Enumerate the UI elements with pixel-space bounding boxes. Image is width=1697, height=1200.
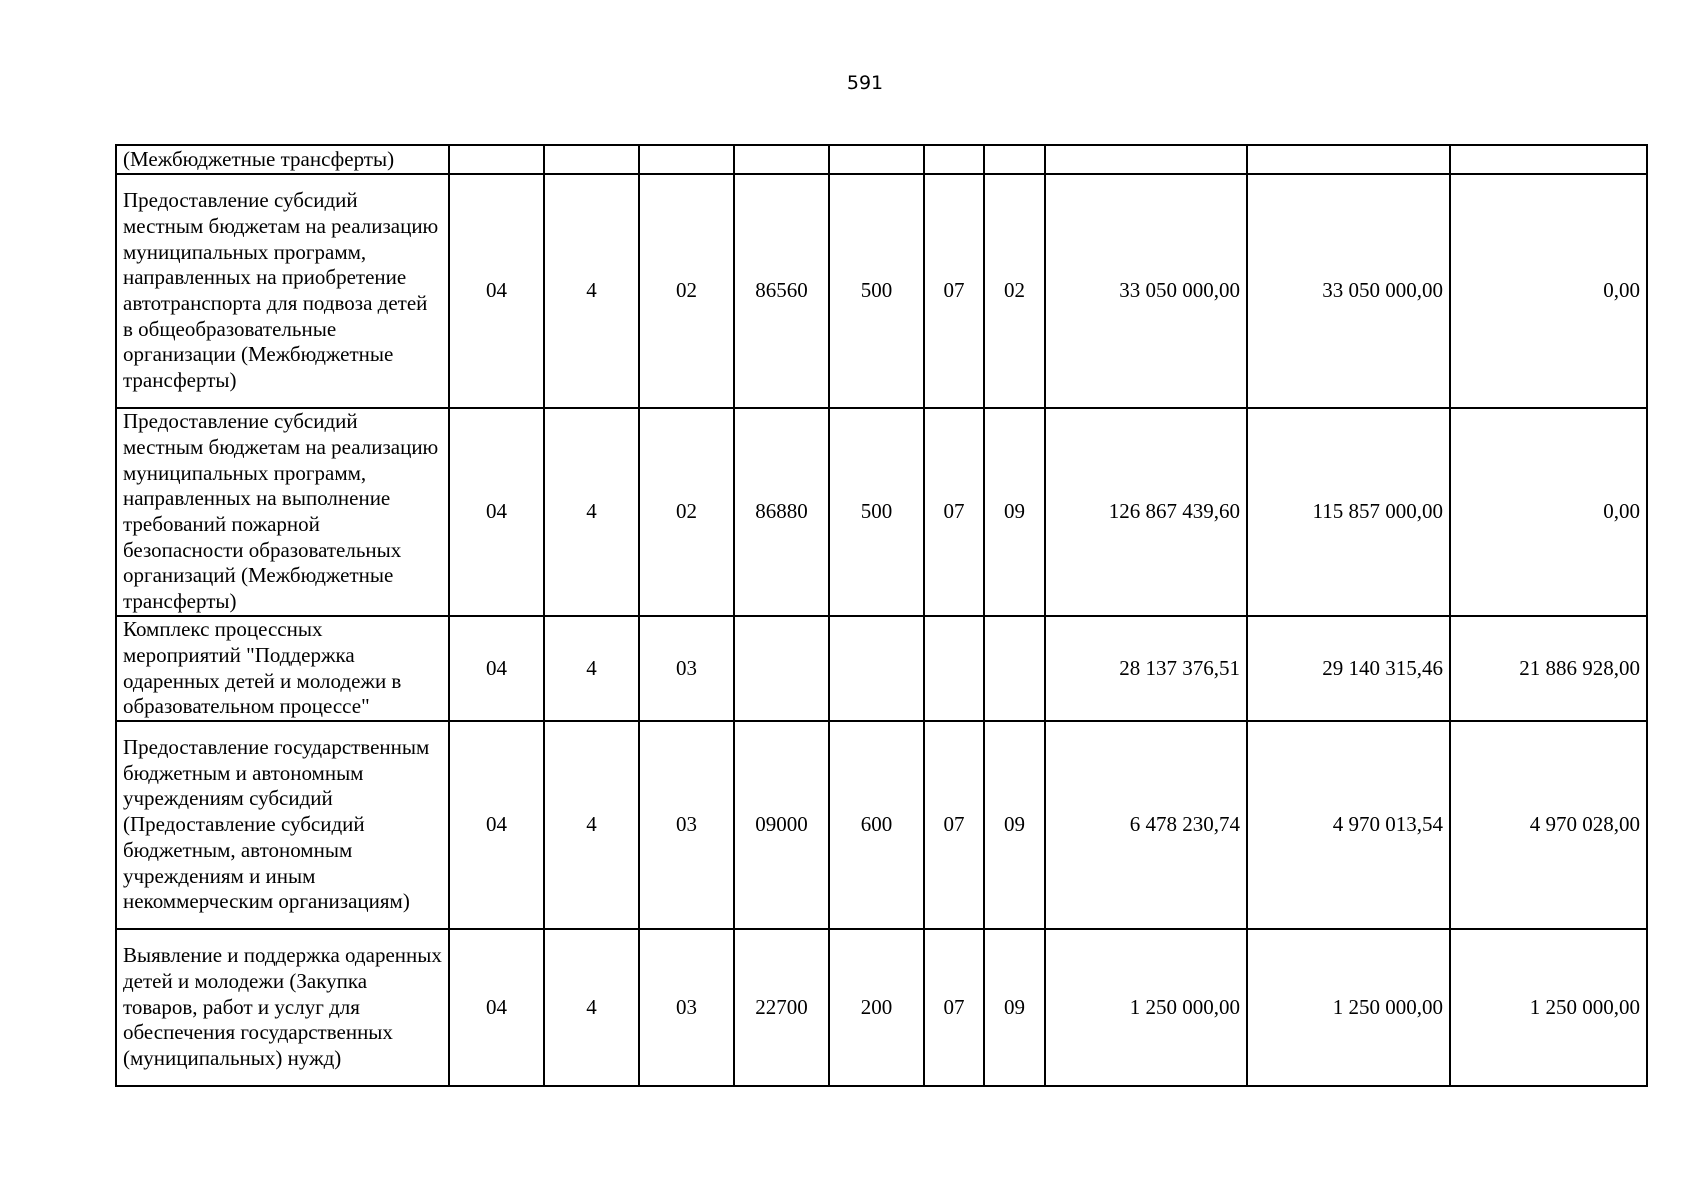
direction-code: 86880 xyxy=(734,408,829,616)
expense-type-code: 200 xyxy=(829,929,924,1086)
row-description: Комплекс процессных мероприятий "Поддержка одаренных детей и молодежи в образовательном процессе" xyxy=(116,616,449,721)
activity-code: 03 xyxy=(639,616,734,721)
direction-code: 86560 xyxy=(734,174,829,408)
section-code: 07 xyxy=(924,408,984,616)
section-code xyxy=(924,145,984,174)
expense-type-code: 600 xyxy=(829,721,924,929)
amount-year-1: 33 050 000,00 xyxy=(1045,174,1247,408)
amount-year-3: 0,00 xyxy=(1450,174,1647,408)
subprogram-code: 4 xyxy=(544,174,639,408)
program-code: 04 xyxy=(449,929,544,1086)
row-description: Предоставление государственным бюджетным и автономным учреждениям субсидий (Предоставление субсидий бюджетным, автономным учреждениям и иным некоммерческим организациям) xyxy=(116,721,449,929)
direction-code: 09000 xyxy=(734,721,829,929)
activity-code: 02 xyxy=(639,174,734,408)
row-description: Предоставление субсидий местным бюджетам на реализацию муниципальных программ, направленных на выполнение требований пожарной безопасности образовательных организаций (Межбюджетные трансферты) xyxy=(116,408,449,616)
table-row xyxy=(116,174,1647,408)
budget-table xyxy=(115,144,1648,1087)
program-code: 04 xyxy=(449,174,544,408)
direction-code xyxy=(734,616,829,721)
row-description: Предоставление субсидий местным бюджетам на реализацию муниципальных программ, направленных на приобретение автотранспорта для подвоза детей в общеобразовательные организации (Межбюджетные трансферты) xyxy=(116,174,449,408)
table-row xyxy=(116,616,1647,721)
expense-type-code: 500 xyxy=(829,408,924,616)
section-code: 07 xyxy=(924,174,984,408)
section-code xyxy=(924,616,984,721)
amount-year-2: 29 140 315,46 xyxy=(1247,616,1450,721)
activity-code: 03 xyxy=(639,721,734,929)
program-code xyxy=(449,145,544,174)
activity-code xyxy=(639,145,734,174)
activity-code: 03 xyxy=(639,929,734,1086)
subsection-code: 02 xyxy=(984,174,1045,408)
amount-year-1: 126 867 439,60 xyxy=(1045,408,1247,616)
expense-type-code xyxy=(829,616,924,721)
amount-year-1: 1 250 000,00 xyxy=(1045,929,1247,1086)
expense-type-code: 500 xyxy=(829,174,924,408)
subsection-code: 09 xyxy=(984,408,1045,616)
amount-year-3 xyxy=(1450,145,1647,174)
program-code: 04 xyxy=(449,408,544,616)
subsection-code: 09 xyxy=(984,929,1045,1086)
section-code: 07 xyxy=(924,929,984,1086)
subsection-code xyxy=(984,145,1045,174)
subprogram-code: 4 xyxy=(544,408,639,616)
subprogram-code: 4 xyxy=(544,929,639,1086)
row-description: Выявление и поддержка одаренных детей и молодежи (Закупка товаров, работ и услуг для обеспечения государственных (муниципальных) нужд) xyxy=(116,929,449,1086)
amount-year-3: 0,00 xyxy=(1450,408,1647,616)
table-row xyxy=(116,145,1647,174)
direction-code: 22700 xyxy=(734,929,829,1086)
table-row xyxy=(116,408,1647,616)
amount-year-2: 4 970 013,54 xyxy=(1247,721,1450,929)
expense-type-code xyxy=(829,145,924,174)
subsection-code: 09 xyxy=(984,721,1045,929)
program-code: 04 xyxy=(449,721,544,929)
amount-year-2: 1 250 000,00 xyxy=(1247,929,1450,1086)
amount-year-3: 1 250 000,00 xyxy=(1450,929,1647,1086)
activity-code: 02 xyxy=(639,408,734,616)
subsection-code xyxy=(984,616,1045,721)
amount-year-1: 28 137 376,51 xyxy=(1045,616,1247,721)
row-description: (Межбюджетные трансферты) xyxy=(116,145,449,174)
table-row xyxy=(116,721,1647,929)
subprogram-code: 4 xyxy=(544,616,639,721)
program-code: 04 xyxy=(449,616,544,721)
amount-year-2 xyxy=(1247,145,1450,174)
direction-code xyxy=(734,145,829,174)
amount-year-2: 33 050 000,00 xyxy=(1247,174,1450,408)
amount-year-1: 6 478 230,74 xyxy=(1045,721,1247,929)
table-row xyxy=(116,929,1647,1086)
page-number: 591 xyxy=(846,72,884,94)
amount-year-3: 4 970 028,00 xyxy=(1450,721,1647,929)
amount-year-2: 115 857 000,00 xyxy=(1247,408,1450,616)
subprogram-code xyxy=(544,145,639,174)
amount-year-3: 21 886 928,00 xyxy=(1450,616,1647,721)
amount-year-1 xyxy=(1045,145,1247,174)
section-code: 07 xyxy=(924,721,984,929)
subprogram-code: 4 xyxy=(544,721,639,929)
